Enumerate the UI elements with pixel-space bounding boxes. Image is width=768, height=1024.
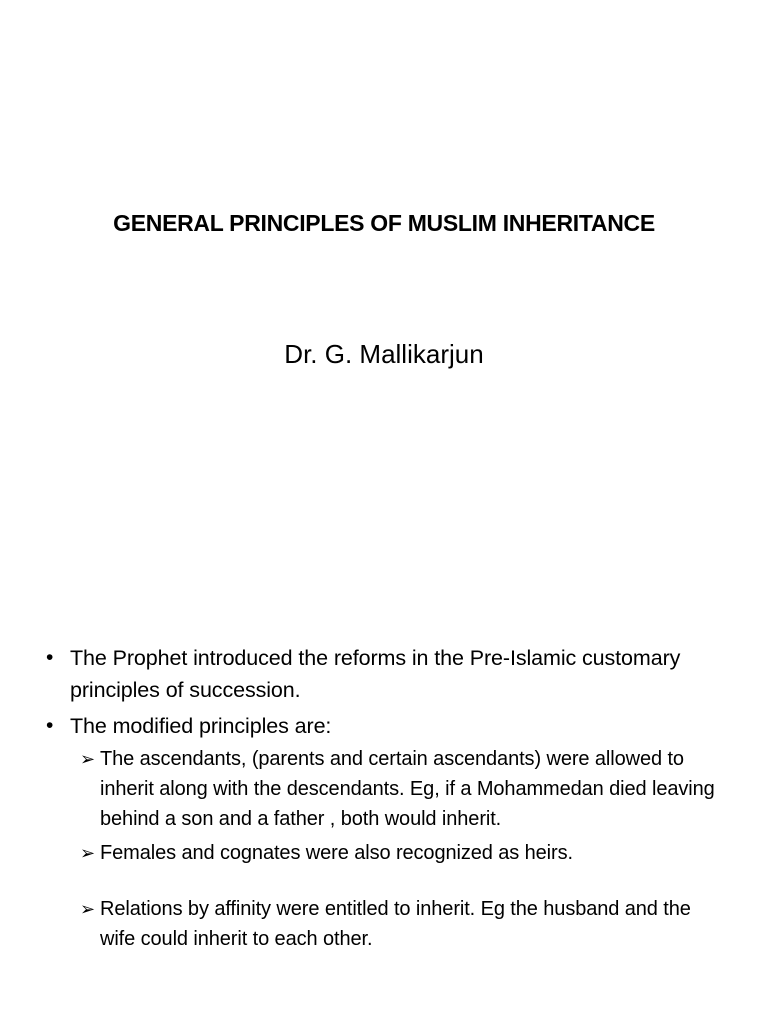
arrow-bullet-icon: ➢ (80, 899, 95, 919)
bullet-list (46, 642, 746, 954)
arrow-bullet-icon: ➢ (80, 843, 95, 863)
author-name: Dr. G. Mallikarjun (284, 339, 484, 369)
content-slide (0, 576, 768, 1024)
sub-point-text: Relations by affinity were entitled to inherit. Eg the husband and the wife could inherit to each other. (100, 898, 691, 950)
bullet-text: The modified principles are: (70, 714, 332, 738)
slide-title: GENERAL PRINCIPLES OF MUSLIM INHERITANCE (113, 210, 655, 236)
bullet-text: The Prophet introduced the reforms in the Pre-Islamic customary principles of succession. (70, 646, 681, 702)
bullet-icon: • (46, 646, 54, 669)
sub-point (76, 838, 725, 868)
sub-point-text: The ascendants, (parents and certain ascendants) were allowed to inherit along with the descendants. Eg, if a Mohammedan died leaving behind a son and a father , both would inherit. (100, 748, 715, 830)
sub-point-text: Females and cognates were also recognized as heirs. (100, 842, 573, 864)
sub-point (76, 894, 725, 954)
arrow-bullet-icon: ➢ (80, 749, 95, 769)
bullet-item (46, 642, 746, 706)
bullet-icon: • (46, 714, 54, 737)
bullet-item (46, 710, 746, 742)
sub-point (76, 744, 725, 834)
